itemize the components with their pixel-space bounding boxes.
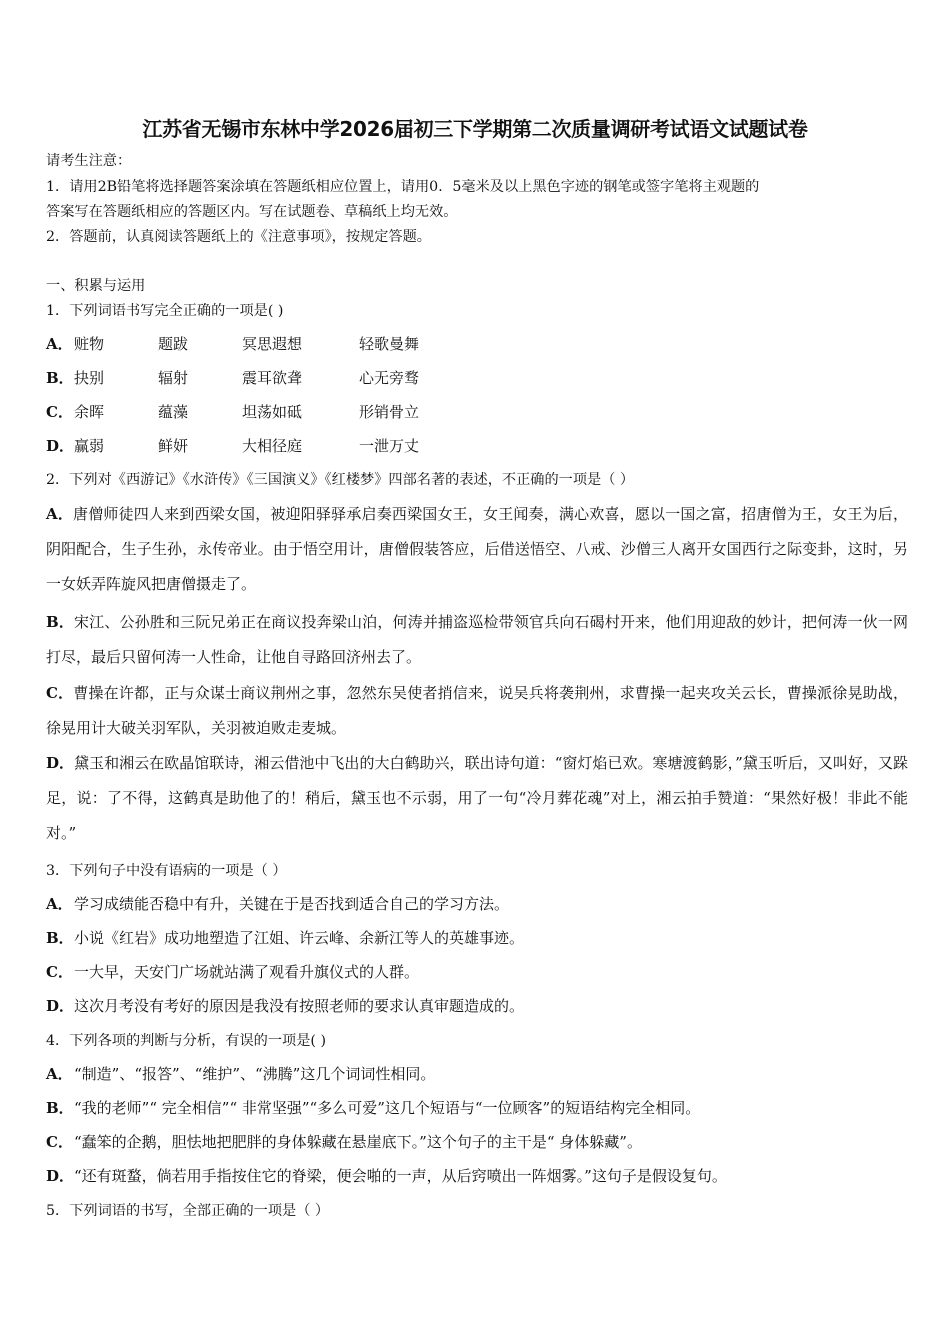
option-label: C．	[46, 1133, 73, 1151]
option-word: 蕴藻	[158, 403, 189, 421]
option-text: 宋江、公孙胜和三阮兄弟正在商议投奔梁山泊，何涛并捕盗巡检带领官兵向石碣村开来，他们用迎敌的妙计，把何涛一伙一网打尽，最后只留何涛一人性命，让他自寻路回济州去了。	[46, 613, 908, 666]
option-label: B．	[46, 613, 75, 631]
question-stem: 4．下列各项的判断与分析，有误的一项是( )	[46, 1033, 326, 1049]
option-text: “制造”、“报答”、“维护”、“沸腾”这几个词词性相同。	[74, 1065, 436, 1083]
option-text: 学习成绩能否稳中有升，关键在于是否找到适合自己的学习方法。	[74, 895, 510, 913]
option-word: 鲜妍	[158, 437, 189, 455]
option-label: A．	[46, 505, 74, 523]
option-label: B．	[46, 369, 74, 387]
option-row	[46, 1166, 727, 1186]
option-word: 余晖	[74, 403, 105, 421]
option-label: D．	[46, 1167, 75, 1185]
option-text: 一大早，天安门广场就站满了观看升旗仪式的人群。	[74, 963, 420, 981]
notice-line: 2．答题前，认真阅读答题纸上的《注意事项》，按规定答题。	[46, 229, 431, 245]
option-label: D．	[46, 437, 75, 455]
option-text: “还有斑蝥，倘若用手指按住它的脊梁，便会啪的一声，从后窍喷出一阵烟雾。”这句子是假设复句。	[74, 1167, 727, 1185]
option-text: 曹操在许都，正与众谋士商议荆州之事，忽然东吴使者捎信来，说吴兵将袭荆州，求曹操一起夹攻关云长，曹操派徐晃助战，徐晃用计大破关羽军队，关羽被迫败走麦城。	[46, 684, 908, 737]
option-paragraph	[46, 676, 908, 746]
option-label: A．	[46, 895, 73, 913]
option-word: 抉别	[74, 369, 105, 387]
notice-line: 1．请用2B铅笔将选择题答案涂填在答题纸相应位置上，请用0．5毫米及以上黑色字迹的钢笔或签字笔将主观题的	[46, 179, 760, 195]
page-title: 江苏省无锡市东林中学2026届初三下学期第二次质量调研考试语文试题试卷	[142, 117, 808, 141]
option-row	[46, 1098, 700, 1118]
option-label: B．	[46, 1099, 74, 1117]
option-row	[46, 928, 524, 948]
notice-line: 答案写在答题纸相应的答题区内。写在试题卷、草稿纸上均无效。	[46, 204, 458, 220]
option-row	[46, 1064, 435, 1084]
question-stem: 1．下列词语书写完全正确的一项是( )	[46, 303, 284, 319]
option-label: C．	[46, 403, 73, 421]
option-word: 赃物	[74, 335, 105, 353]
option-word: 冥思遐想	[242, 335, 303, 353]
option-row	[46, 368, 420, 388]
option-row	[46, 996, 524, 1016]
option-text: “我的老师”“ 完全相信”“ 非常坚强”“多么可爱”这几个短语与“一位顾客”的短语结构完全相同。	[74, 1099, 701, 1117]
option-word: 题跋	[158, 335, 189, 353]
option-paragraph	[46, 605, 908, 675]
question-stem: 5．下列词语的书写，全部正确的一项是（ ）	[46, 1203, 330, 1219]
option-row	[46, 334, 420, 354]
option-row	[46, 1132, 642, 1152]
question-stem: 2．下列对《西游记》《水浒传》《三国演义》《红楼梦》四部名著的表述，不正确的一项是（ ）	[46, 472, 635, 488]
option-label: C．	[46, 963, 73, 981]
option-text: 小说《红岩》成功地塑造了江姐、许云峰、余新江等人的英雄事迹。	[74, 929, 525, 947]
option-row	[46, 402, 420, 422]
option-word: 轻歌曼舞	[359, 335, 420, 353]
section-heading: 一、积累与运用	[46, 278, 146, 294]
option-label: D．	[46, 754, 75, 772]
option-row	[46, 894, 509, 914]
option-text: “蠢笨的企鹅，胆怯地把肥胖的身体躲藏在悬崖底下。”这个句子的主干是“ 身体躲藏”。	[74, 1133, 642, 1151]
option-word: 辐射	[158, 369, 189, 387]
option-text: 这次月考没有考好的原因是我没有按照老师的要求认真审题造成的。	[74, 997, 525, 1015]
option-word: 心无旁骛	[359, 369, 420, 387]
option-label: C．	[46, 684, 74, 702]
option-word: 坦荡如砥	[242, 403, 303, 421]
option-text: 唐僧师徒四人来到西梁女国，被迎阳驿驿承启奏西梁国女王，女王闻奏，满心欢喜，愿以一国之富，招唐僧为王，女王为后，阴阳配合，生子生孙，永传帝业。由于悟空用计，唐僧假装答应，后借送悟空、八戒、沙僧三人离开女国西行之际变卦，这时，另一女妖弄阵旋风把唐僧摄走了。	[46, 505, 908, 593]
option-text: 黛玉和湘云在欧晶馆联诗，湘云借池中飞出的大白鹤助兴，联出诗句道：“窗灯焰已欢。寒塘渡鹤影，”黛玉听后，又叫好，又跺足，说：了不得，这鹤真是助他了的！稍后，黛玉也不示弱，用了一句“冷月葬花魂”对上，湘云拍手赞道：“果然好极！非此不能对。”	[46, 754, 909, 842]
notice-heading: 请考生注意：	[46, 153, 132, 169]
option-label: A．	[46, 1065, 73, 1083]
option-label: D．	[46, 997, 75, 1015]
option-paragraph	[46, 497, 908, 602]
option-word: 震耳欲聋	[242, 369, 303, 387]
option-word: 大相径庭	[242, 437, 303, 455]
option-word: 形销骨立	[359, 403, 420, 421]
option-word: 赢弱	[74, 437, 105, 455]
option-paragraph	[46, 746, 908, 851]
option-word: 一泄万丈	[359, 437, 420, 455]
option-label: A．	[46, 335, 73, 353]
option-row	[46, 962, 419, 982]
option-row	[46, 436, 420, 456]
question-stem: 3．下列句子中没有语病的一项是（ ）	[46, 863, 287, 879]
option-label: B．	[46, 929, 74, 947]
